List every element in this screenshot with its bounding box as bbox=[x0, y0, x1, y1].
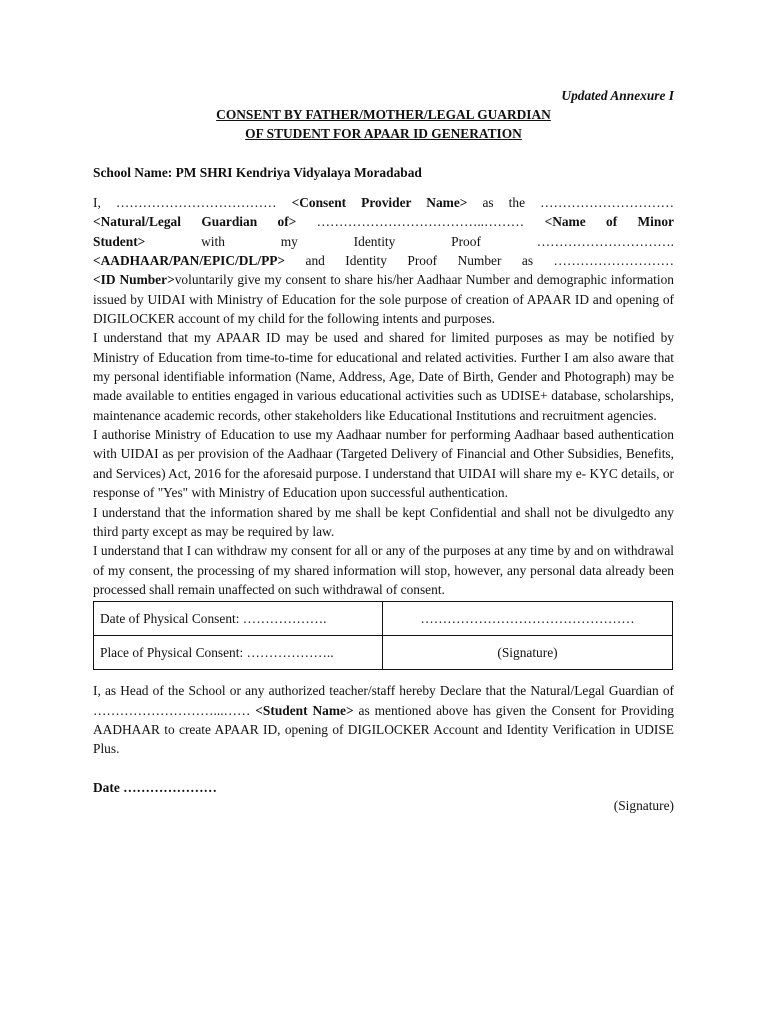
date-of-consent-cell: Date of Physical Consent: ………………. bbox=[94, 602, 383, 636]
annexure-label: Updated Annexure I bbox=[561, 88, 674, 103]
school-name bbox=[93, 163, 674, 182]
consent-paragraph-4: I understand that the information shared by me shall be kept Confidential and shall not be divulgedto any third party except as may be required by law. bbox=[93, 504, 674, 539]
consent-line-3: Student> with my Identity Proof …………………………. bbox=[93, 233, 674, 249]
declaration-date: Date ………………… bbox=[93, 779, 217, 795]
table-row bbox=[94, 636, 673, 670]
consent-form-page bbox=[93, 86, 674, 815]
table-row bbox=[94, 602, 673, 636]
physical-consent-table bbox=[93, 601, 673, 670]
consent-body bbox=[93, 193, 674, 599]
form-title-line-2: OF STUDENT FOR APAAR ID GENERATION bbox=[245, 126, 522, 141]
consent-paragraph-1: <ID Number>voluntarily give my consent to share his/her Aadhaar Number and demographic information issued by UIDAI with Ministry of Education for the sole purpose of creation of APAAR ID and opening of DIGILOCKER account of my child for the following intents and purposes. bbox=[93, 272, 674, 327]
guardian-placeholder: <Natural/Legal Guardian of> bbox=[93, 214, 297, 230]
signature-line-cell: ………………………………………… bbox=[383, 602, 673, 636]
minor-name-placeholder: <Name of Minor bbox=[544, 214, 674, 230]
id-proof-placeholder: <AADHAAR/PAN/EPIC/DL/PP> bbox=[93, 253, 286, 269]
consent-paragraph-3: I authorise Ministry of Education to use my Aadhaar number for performing Aadhaar based authentication with UIDAI as per provision of the Aadhaar (Targeted Delivery of Financial and Other Subsidies, Benefits, and Services) Act, 2016 for the aforesaid purpose. I understand that UIDAI will share my e- KYC details, or response of "Yes" with Ministry of Education upon successful authentication. bbox=[93, 427, 674, 501]
declaration-signature: (Signature) bbox=[613, 797, 674, 813]
id-number-placeholder: <ID Number> bbox=[93, 272, 175, 288]
consent-line-2: <Natural/Legal Guardian of> ………………………………..……… <Name of Minor bbox=[93, 214, 674, 230]
head-of-school-declaration: I, as Head of the School or any authorized teacher/staff hereby Declare that the Natural/Legal Guardian of ………………………...…… <Student Name> as mentioned above has given the Consent for Providing AADHAAR to create APAAR ID, opening of DIGILOCKER Account and Identity Verification in UDISE Plus. bbox=[93, 683, 674, 757]
consent-paragraph-5: I understand that I can withdraw my consent for all or any of the purposes at any time by and on withdrawal of my consent, the processing of my shared information will stop, however, any personal data already been processed shall remain unaffected on such withdrawal of consent. bbox=[93, 543, 674, 597]
school-label: School Name: bbox=[93, 165, 173, 180]
signature-label-cell: (Signature) bbox=[383, 636, 673, 670]
consent-paragraph-2: I understand that my APAAR ID may be used and shared for limited purposes as may be notified by Ministry of Education from time-to-time for educational and related activities. Further I am also aware that my personal identifiable information (Name, Address, Age, Date of Birth, Gender and Photograph) may be made available to entities engaged in various educational activities such as UDISE+ database, scholarships, maintenance academic records, other stakeholders like Educational Institutions and recruitment agencies. bbox=[93, 330, 674, 423]
consent-line-1: I, ……………………………… <Consent Provider Name> as the ………………………… bbox=[93, 195, 674, 210]
student-name-placeholder: <Student Name> bbox=[255, 702, 354, 718]
consent-line-4: <AADHAAR/PAN/EPIC/DL/PP> and Identity Proof Number as ……………………… bbox=[93, 253, 674, 269]
student-placeholder: Student> bbox=[93, 233, 146, 249]
consent-provider-placeholder: <Consent Provider Name> bbox=[291, 195, 468, 210]
form-title-line-1: CONSENT BY FATHER/MOTHER/LEGAL GUARDIAN bbox=[216, 107, 551, 122]
place-of-consent-cell: Place of Physical Consent: ……………….. bbox=[94, 636, 383, 670]
school-value: PM SHRI Kendriya Vidyalaya Moradabad bbox=[175, 165, 422, 180]
